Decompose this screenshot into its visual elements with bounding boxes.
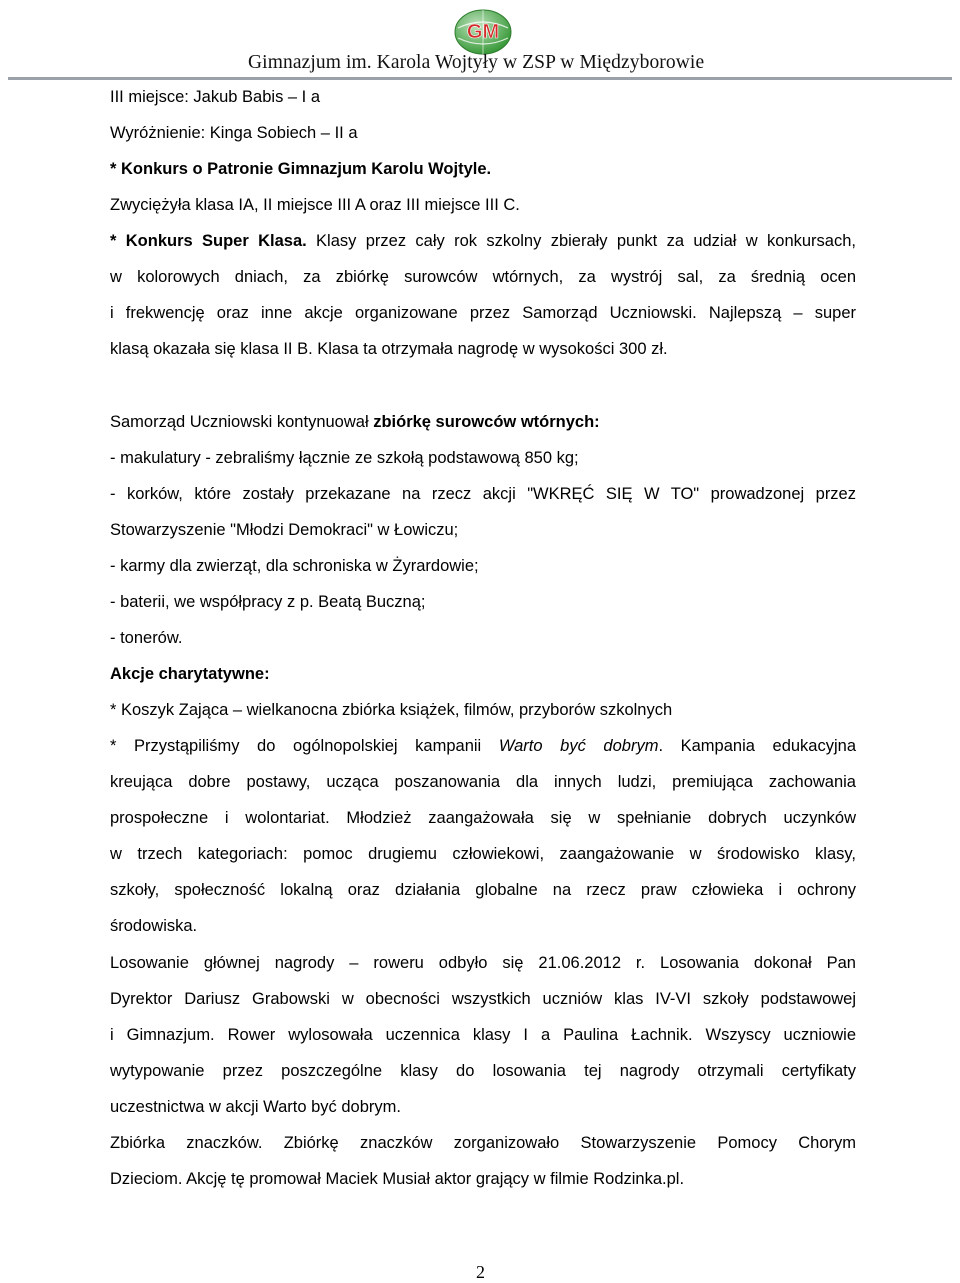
text-line: klasą okazała się klasa II B. Klasa ta otrzymała nagrodę w wysokości 300 zł. bbox=[110, 340, 668, 358]
header-divider bbox=[8, 77, 952, 80]
text-line: kreująca dobre postawy, ucząca poszanowania dla innych ludzi, premiująca zachowania bbox=[110, 773, 856, 791]
text-line bbox=[110, 412, 600, 432]
page-number: 2 bbox=[476, 1262, 485, 1282]
text-line: i Gimnazjum. Rower wylosowała uczennica klasy I a Paulina Łachnik. Wszyscy uczniowie bbox=[110, 1026, 856, 1044]
text-line: Dzieciom. Akcję tę promował Maciek Musiał aktor grający w filmie Rodzinka.pl. bbox=[110, 1170, 685, 1188]
text-run: Samorząd Uczniowski kontynuował bbox=[110, 413, 374, 431]
text-line: w kolorowych dniach, za zbiórkę surowców wtórnych, za wystrój sal, za średnią ocen bbox=[110, 268, 856, 286]
text-run: . Kampania edukacyjna bbox=[658, 737, 856, 755]
text-run: Klasy przez cały rok szkolny zbierały punkt za udział w konkursach, bbox=[306, 232, 856, 250]
section-heading: Akcje charytatywne: bbox=[110, 665, 270, 683]
text-line: wytypowanie przez poszczególne klasy do losowania tej nagrody otrzymali certyfikaty bbox=[110, 1062, 856, 1080]
logo-lettering: GM bbox=[466, 21, 500, 43]
header-title: Gimnazjum im. Karola Wojtyły w ZSP w Międzyborowie bbox=[248, 52, 705, 73]
text-line: * Konkurs o Patronie Gimnazjum Karolu Wojtyle. bbox=[110, 160, 492, 178]
text-line: - tonerów. bbox=[110, 629, 183, 647]
text-line: Zwyciężyła klasa IA, II miejsce III A oraz III miejsce III C. bbox=[110, 196, 520, 214]
text-line bbox=[110, 736, 856, 756]
text-line: w trzech kategoriach: pomoc drugiemu człowiekowi, zaangażowanie w środowisko klasy, bbox=[110, 845, 856, 863]
text-line: Stowarzyszenie "Młodzi Demokraci" w Łowiczu; bbox=[110, 521, 459, 539]
text-line: środowiska. bbox=[110, 917, 198, 935]
bold-run: zbiórkę surowców wtórnych: bbox=[373, 413, 600, 431]
italic-run: Warto być dobrym bbox=[498, 737, 659, 755]
text-line: Dyrektor Dariusz Grabowski w obecności wszystkich uczniów klas IV-VI szkoły podstawowej bbox=[110, 990, 856, 1008]
text-line: szkoły, społeczność lokalną oraz działania globalne na rzecz praw człowieka i ochrony bbox=[110, 881, 856, 899]
text-line: Wyróżnienie: Kinga Sobiech – II a bbox=[110, 124, 358, 142]
text-line: - karmy dla zwierząt, dla schroniska w Żyrardowie; bbox=[110, 557, 479, 575]
text-line: III miejsce: Jakub Babis – I a bbox=[110, 88, 321, 106]
text-line: - korków, które zostały przekazane na rzecz akcji "WKRĘĆ SIĘ W TO" prowadzonej przez bbox=[110, 485, 856, 503]
text-line: prospołeczne i wolontariat. Młodzież zaangażowała się w spełnianie dobrych uczynków bbox=[110, 809, 856, 827]
school-logo bbox=[450, 6, 516, 58]
text-line bbox=[110, 231, 856, 251]
text-run: * Przystąpiliśmy do ogólnopolskiej kampanii bbox=[110, 737, 499, 755]
bold-run: * Konkurs Super Klasa. bbox=[110, 232, 307, 250]
text-line: i frekwencję oraz inne akcje organizowane przez Samorząd Uczniowski. Najlepszą – super bbox=[110, 304, 856, 322]
text-line: Zbiórka znaczków. Zbiórkę znaczków zorganizowało Stowarzyszenie Pomocy Chorym bbox=[110, 1134, 856, 1152]
text-line: * Koszyk Zająca – wielkanocna zbiórka książek, filmów, przyborów szkolnych bbox=[110, 701, 673, 719]
text-line: Losowanie głównej nagrody – roweru odbyło się 21.06.2012 r. Losowania dokonał Pan bbox=[110, 954, 856, 972]
text-line: - baterii, we współpracy z p. Beatą Buczną; bbox=[110, 593, 426, 611]
text-line: uczestnictwa w akcji Warto być dobrym. bbox=[110, 1098, 401, 1116]
text-line: - makulatury - zebraliśmy łącznie ze szkołą podstawową 850 kg; bbox=[110, 449, 579, 467]
